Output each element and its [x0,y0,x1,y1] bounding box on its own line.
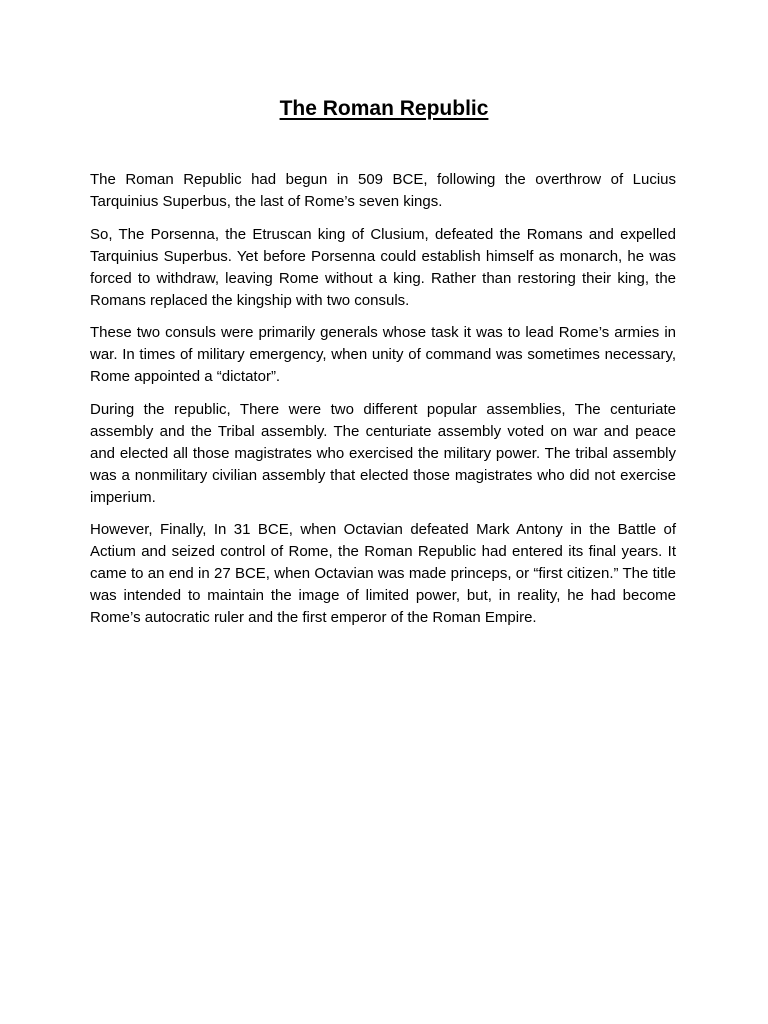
paragraph-1: The Roman Republic had begun in 509 BCE, following the overthrow of Lucius Tarquinius Superbus, the last of Rome’s seven kings. [90,171,676,210]
document-body [90,169,676,640]
paragraph-3: These two consuls were primarily generals whose task it was to lead Rome’s armies in war. In times of military emergency, when unity of command was sometimes necessary, Rome appointed a “dictator”. [90,324,676,385]
document-title: The Roman Republic [279,97,489,120]
paragraph-2: So, The Porsenna, the Etruscan king of Clusium, defeated the Romans and expelled Tarquinius Superbus. Yet before Porsenna could establish himself as monarch, he was forced to withdraw, leaving Rome without a king. Rather than restoring their king, the Romans replaced the kingship with two consuls. [90,225,676,309]
paragraph-5: However, Finally, In 31 BCE, when Octavian defeated Mark Antony in the Battle of Actium and seized control of Rome, the Roman Republic had entered its final years. It came to an end in 27 BCE, when Octavian was made princeps, or “first citizen.” The title was intended to maintain the image of limited power, but, in reality, he had become Rome’s autocratic ruler and the first emperor of the Roman Empire. [90,521,676,626]
paragraph-4: During the republic, There were two different popular assemblies, The centuriate assembly and the Tribal assembly. The centuriate assembly voted on war and peace and elected all those magistrates who exercised the military power. The tribal assembly was a nonmilitary civilian assembly that elected those magistrates who did not exercise imperium. [90,400,676,506]
